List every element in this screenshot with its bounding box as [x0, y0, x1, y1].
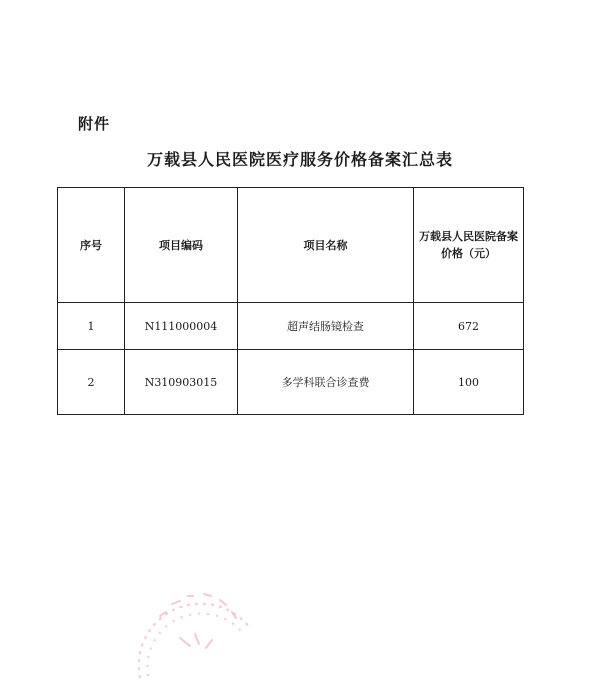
header-price-line2: 价格（元）	[441, 247, 496, 260]
attachment-label: 附件	[78, 115, 111, 133]
row-price: 672	[414, 303, 524, 350]
table-row	[58, 350, 524, 415]
row-name: 超声结肠镜检查	[238, 303, 414, 350]
header-price	[414, 188, 524, 303]
header-price-line1: 万载县人民医院备案	[419, 230, 518, 243]
row-seq: 2	[58, 350, 125, 415]
document-title: 万载县人民医院医疗服务价格备案汇总表	[146, 150, 453, 169]
price-summary-table	[57, 187, 524, 415]
table-header-row	[58, 188, 524, 303]
row-code: N111000004	[125, 303, 238, 350]
header-code: 项目编码	[125, 188, 238, 303]
row-name: 多学科联合诊查费	[238, 350, 414, 415]
header-name: 项目名称	[238, 188, 414, 303]
row-seq: 1	[58, 303, 125, 350]
header-seq: 序号	[58, 188, 125, 303]
row-price: 100	[414, 350, 524, 415]
row-code: N310903015	[125, 350, 238, 415]
official-seal-stamp	[120, 568, 270, 688]
table-row	[58, 303, 524, 350]
